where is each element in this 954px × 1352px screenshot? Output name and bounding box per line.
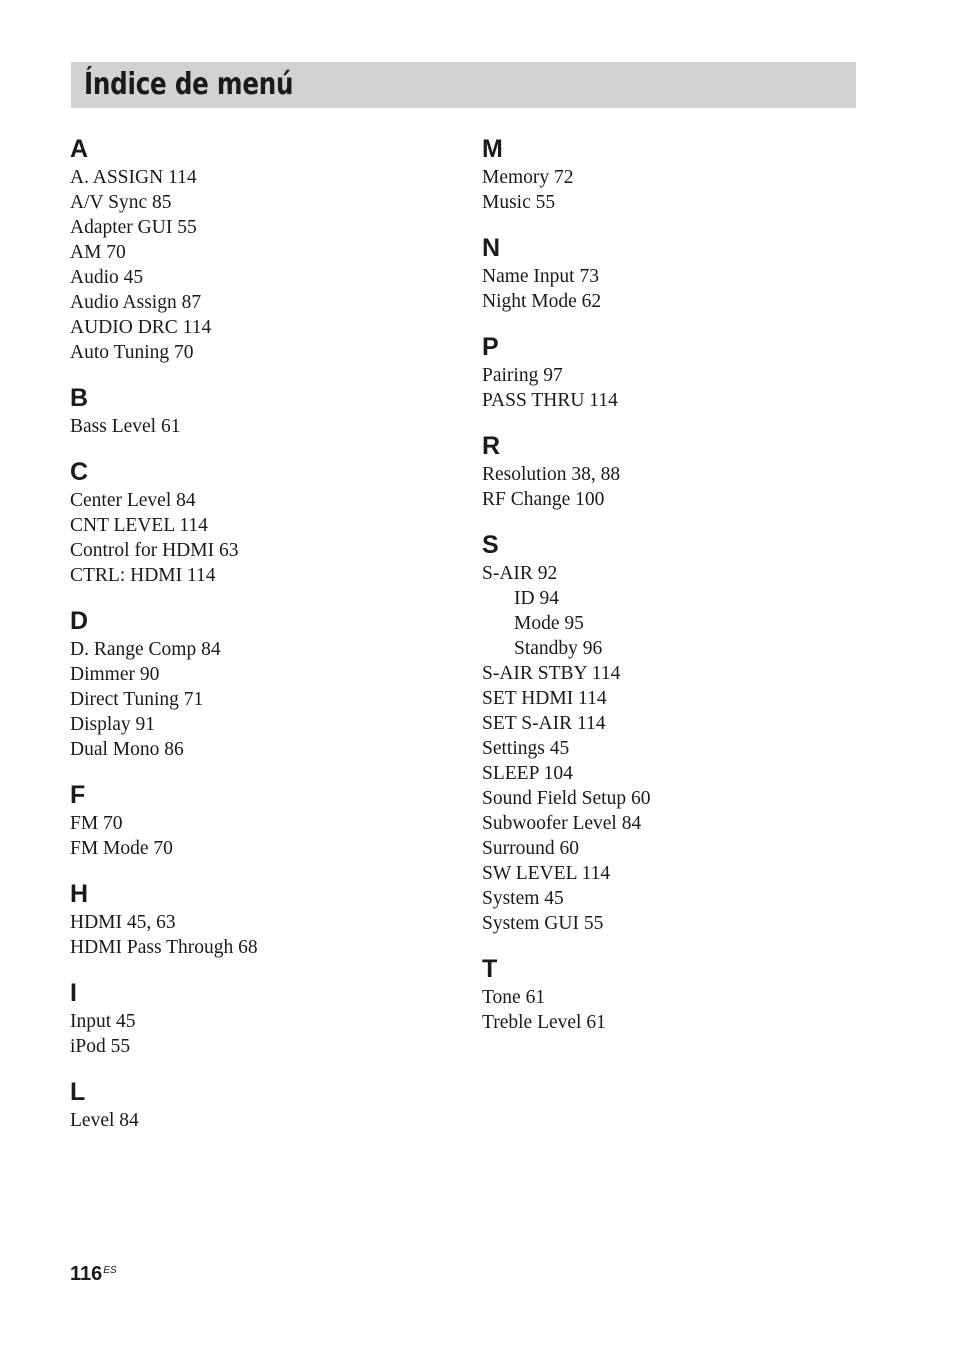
section-letter: H (70, 880, 89, 908)
index-subentry: Mode 95 (514, 613, 584, 634)
index-entry: Settings 45 (482, 738, 570, 759)
index-entry: Input 45 (70, 1011, 136, 1032)
index-entry: Pairing 97 (482, 365, 563, 386)
page-number-value: 116 (70, 1263, 103, 1285)
section-letter: N (482, 234, 501, 262)
section-letter: B (70, 384, 89, 412)
page-number (70, 1258, 117, 1287)
index-section-m (482, 133, 650, 215)
section-letter: A (70, 135, 89, 163)
index-section-s (482, 529, 650, 936)
index-entry: CNT LEVEL 114 (70, 515, 208, 536)
index-section-b (70, 382, 258, 439)
index-entry: A. ASSIGN 114 (70, 167, 197, 188)
index-entry: Sound Field Setup 60 (482, 788, 651, 809)
index-entry: SET S-AIR 114 (482, 713, 606, 734)
index-section-c (70, 456, 258, 588)
index-entry: Music 55 (482, 192, 556, 213)
index-entry: Center Level 84 (70, 490, 196, 511)
index-entry: System GUI 55 (482, 913, 604, 934)
index-section-h (70, 878, 258, 960)
index-section-l (70, 1076, 258, 1133)
index-entry: Level 84 (70, 1110, 139, 1131)
index-entry: Tone 61 (482, 987, 546, 1008)
index-entry: Display 91 (70, 714, 156, 735)
index-entry: SLEEP 104 (482, 763, 573, 784)
index-entry: Memory 72 (482, 167, 574, 188)
index-section-r (482, 430, 650, 512)
index-entry: PASS THRU 114 (482, 390, 618, 411)
index-section-a (70, 133, 258, 365)
index-entry: Auto Tuning 70 (70, 342, 194, 363)
index-entry: RF Change 100 (482, 489, 605, 510)
index-entry: AM 70 (70, 242, 126, 263)
index-entry: Treble Level 61 (482, 1012, 606, 1033)
index-entry: S-AIR STBY 114 (482, 663, 621, 684)
index-subentry: ID 94 (514, 588, 559, 609)
index-entry: SW LEVEL 114 (482, 863, 611, 884)
index-entry: FM 70 (70, 813, 123, 834)
section-letter: I (70, 979, 77, 1007)
index-section-t (482, 953, 650, 1035)
page-title: Índice de menú (84, 67, 294, 102)
index-entry: HDMI 45, 63 (70, 912, 176, 933)
index-entry: Control for HDMI 63 (70, 540, 239, 561)
section-letter: P (482, 333, 499, 361)
index-subentry: Standby 96 (514, 638, 603, 659)
index-entry: Name Input 73 (482, 266, 599, 287)
index-entry: D. Range Comp 84 (70, 639, 221, 660)
section-letter: M (482, 135, 503, 163)
index-entry: HDMI Pass Through 68 (70, 937, 258, 958)
index-entry: CTRL: HDMI 114 (70, 565, 216, 586)
index-entry: Dimmer 90 (70, 664, 160, 685)
index-entry: Direct Tuning 71 (70, 689, 204, 710)
index-entry: Surround 60 (482, 838, 579, 859)
index-entry: Bass Level 61 (70, 416, 181, 437)
index-entry: Adapter GUI 55 (70, 217, 197, 238)
page-language-suffix: ES (103, 1265, 117, 1276)
index-entry: Night Mode 62 (482, 291, 602, 312)
index-entry: Dual Mono 86 (70, 739, 184, 760)
index-entry: Subwoofer Level 84 (482, 813, 642, 834)
index-entry: AUDIO DRC 114 (70, 317, 212, 338)
section-letter: T (482, 955, 498, 983)
index-section-f (70, 779, 258, 861)
index-entry: S-AIR 92 (482, 563, 558, 584)
section-letter: D (70, 607, 89, 635)
index-entry: Audio Assign 87 (70, 292, 202, 313)
index-entry: Audio 45 (70, 267, 144, 288)
index-entry: iPod 55 (70, 1036, 131, 1057)
index-entry: SET HDMI 114 (482, 688, 607, 709)
index-column-right (482, 133, 650, 1052)
section-letter: F (70, 781, 86, 809)
index-section-p (482, 331, 650, 413)
index-entry: System 45 (482, 888, 564, 909)
section-letter: L (70, 1078, 86, 1106)
section-letter: R (482, 432, 501, 460)
index-entry: Resolution 38, 88 (482, 464, 621, 485)
section-letter: S (482, 531, 499, 559)
index-section-d (70, 605, 258, 762)
section-letter: C (70, 458, 89, 486)
title-bar (71, 62, 856, 108)
index-entry: A/V Sync 85 (70, 192, 172, 213)
index-column-left (70, 133, 258, 1150)
index-entry: FM Mode 70 (70, 838, 173, 859)
index-section-n (482, 232, 650, 314)
index-section-i (70, 977, 258, 1059)
